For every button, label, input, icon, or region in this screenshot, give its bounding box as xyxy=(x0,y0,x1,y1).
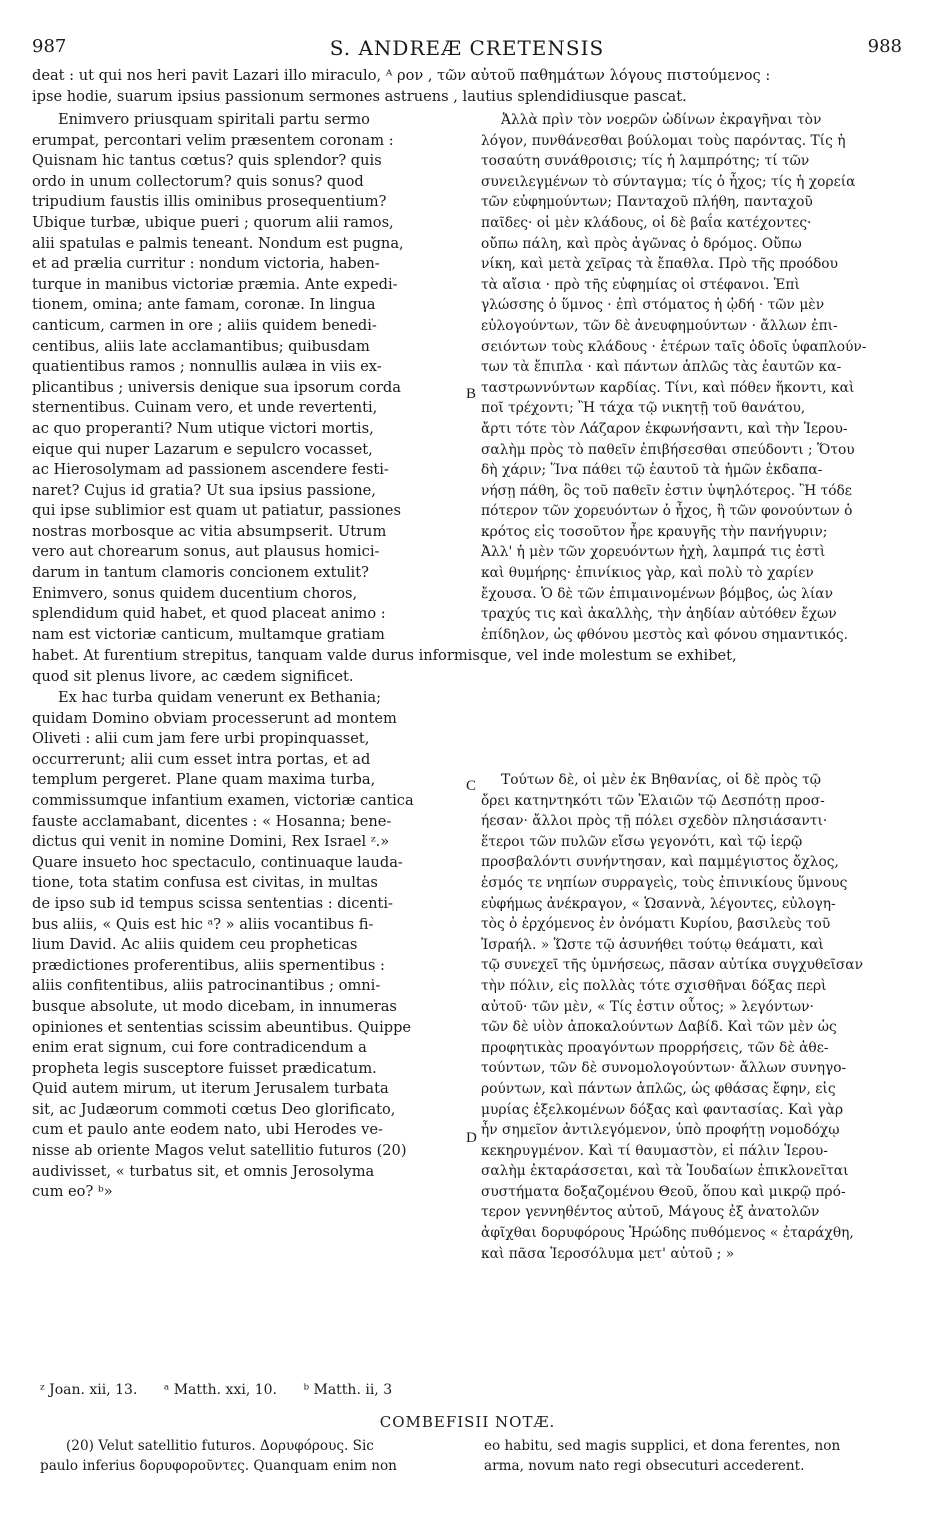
text-line: eo habitu, sed magis supplici, et dona ferentes, non xyxy=(484,1438,841,1454)
text-line: Ex hac turba quidam venerunt ex Bethania; xyxy=(58,689,381,706)
text-line: cum et paulo ante eodem nato, ubi Herodes ve- xyxy=(32,1121,383,1139)
text-line: τερον γεννηθέντος αὐτοῦ, Μάγους ἐξ ἀνατολῶν xyxy=(481,1204,820,1221)
notes-left-column xyxy=(40,1436,460,1476)
text-line: των τὰ ἔπιπλα · καὶ πάντων ἁπλῶς τὰς ἑαυτῶν κα- xyxy=(481,359,842,376)
text-line: Oliveti : alii cum jam fere urbi propinquasset, xyxy=(32,730,370,748)
latin-column-section2 xyxy=(32,688,464,1203)
text-line: τὰ αἴσια · πρὸ τῆς εὐφημίας οἱ στέφανοι. Ἐπὶ xyxy=(481,276,800,293)
text-line: τραχύς τις καὶ ἀκαλλὴς, τὴν ἀηδίαν αὐτόθεν ἔχων xyxy=(481,606,837,623)
text-line: συνειλεγμένων τὸ σύνταγμα; τίς ὁ ἦχος; τίς ἡ χορεία xyxy=(481,173,856,190)
text-line: sit, ac Judæorum commoti cœtus Deo glorificato, xyxy=(32,1100,396,1118)
text-line: arma, novum nato regi obsecuturi accederent. xyxy=(484,1458,805,1474)
text-line: κεκηρυγμένον. Καὶ τί θαυμαστὸν, εἰ πάλιν Ἱερου- xyxy=(481,1142,828,1159)
margin-marker-b: B xyxy=(466,386,477,402)
text-line: ordo in unum collectorum? quis sonus? quod xyxy=(32,172,364,190)
text-line: Quisnam hic tantus cœtus? quis splendor? quis xyxy=(32,152,382,170)
text-line: Ubique turbæ, ubique pueri ; quorum alii ramos, xyxy=(32,213,394,231)
text-line: vero aut chorearum sonus, aut plausus homici- xyxy=(32,543,380,561)
text-line: Enimvero priusquam spiritali partu sermo xyxy=(58,111,370,128)
text-line: occurrerunt; alii cum esset intra portas, et ad xyxy=(32,750,371,768)
margin-marker-c: C xyxy=(466,778,477,794)
text-line: fauste acclamabant, dicentes : « Hosanna; bene- xyxy=(32,812,392,830)
latin-column-section1 xyxy=(32,110,464,645)
text-line: prædictiones proferentibus, aliis spernentibus : xyxy=(32,956,385,974)
text-line: Quid autem mirum, ut iterum Jerusalem turbata xyxy=(32,1080,389,1098)
text-line: τοσαύτη συνάθροισις; τίς ἡ λαμπρότης; τί τῶν xyxy=(481,153,810,170)
text-line: (20) Velut satellitio futuros. Δορυφόρους. Sic xyxy=(66,1438,374,1454)
margin-marker-d: D xyxy=(466,1130,477,1146)
text-line: παῖδες· οἱ μὲν κλάδους, οἱ δὲ βαΐα κατέχοντες· xyxy=(481,214,812,231)
text-line: quidam Domino obviam processerunt ad montem xyxy=(32,709,397,727)
text-line: naret? Cujus id gratia? Ut sua ipsius passione, xyxy=(32,481,376,499)
text-line: opiniones et sententias scissim abeuntibus. Quippe xyxy=(32,1018,412,1036)
text-line: centibus, aliis late acclamantibus; quibusdam xyxy=(32,337,370,355)
text-line: Ἰσραήλ. » Ὥστε τῷ ἀσυνήθει τούτῳ θεάματι, καὶ xyxy=(481,936,824,953)
text-line: enim erat signum, cui fore contradicendum a xyxy=(32,1039,367,1057)
text-line: τῶν εὐφημούντων; Πανταχοῦ πλήθη, πανταχοῦ xyxy=(481,194,813,211)
text-line: splendidum quid habet, et quod placeat animo : xyxy=(32,605,386,623)
text-line: προφητικὰς προαγόντων προρρήσεις, τῶν δὲ ἀθε- xyxy=(481,1039,829,1056)
text-line: ρούντων, καὶ πάντων ἁπλῶς, ὡς φθάσας ἔφην, εἰς xyxy=(481,1080,836,1097)
text-line: εὐλογούντων, τῶν δὲ ἀνευφημούντων · ἄλλων ἐπι- xyxy=(481,317,838,334)
text-line: erumpat, percontari velim præsentem coronam : xyxy=(32,131,394,149)
footnote: ᵇ Matth. ii, 3 xyxy=(303,1382,393,1398)
footnote: ᵃ Matth. xxi, 10. xyxy=(163,1382,277,1398)
text-line: paulo inferius δορυφοροῦντες. Quanquam enim non xyxy=(40,1458,397,1474)
text-line: audivisset, « turbatus sit, et omnis Jerosolyma xyxy=(32,1162,375,1180)
text-line: προσβαλόντι συνήντησαν, καὶ παμμέγιστος ὄχλος, xyxy=(481,854,839,871)
text-line: plicantibus ; universis denique sua ipsorum corda xyxy=(32,378,401,396)
text-line: νήσῃ πάθη, ὃς τοῦ παθεῖν ἐστιν ὑψηλότερος. Ἢ τόδε xyxy=(481,482,852,499)
text-line: τὴν πόλιν, εἰς πολλὰς τότε σχισθῆναι δόξας περὶ xyxy=(481,977,827,994)
text-line: καὶ θυμήρης· ἐπινίκιος γὰρ, καὶ πολὺ τὸ χαρίεν xyxy=(481,565,814,582)
text-line: γλώσσης ὁ ὕμνος · ἐπὶ στόματος ἡ ᾠδή · τῶν μὲν xyxy=(481,297,825,314)
text-line: bus aliis, « Quis est hic ᵃ? » aliis vocantibus fi- xyxy=(32,915,374,933)
full-width-top xyxy=(32,66,904,107)
text-line: eique qui nuper Lazarum e sepulcro vocasset, xyxy=(32,440,373,458)
text-line: commissumque infantium examen, victoriæ cantica xyxy=(32,791,414,809)
text-line: νίκη, καὶ μετὰ χεῖρας τὰ ἔπαθλα. Πρὸ τῆς προόδου xyxy=(481,256,839,273)
text-line: ἐπίδηλον, ὡς φθόνου μεστὸς καὶ φόνου σημαντικός. xyxy=(481,626,848,643)
text-line: σαλὴμ πρὸς τὸ παθεῖν ἐπιβήσεσθαι σπεύδοντι ; Ὅτου xyxy=(481,441,855,458)
notes-right-column xyxy=(484,1436,904,1476)
text-line: ipse hodie, suarum ipsius passionum sermones astruens , lautius splendidiusque pascat. xyxy=(32,87,687,105)
text-line: ήεσαν· ἄλλοι πρὸς τῇ πόλει σχεδὸν πλησιάσαντι· xyxy=(481,813,828,830)
text-line: ac Hierosolymam ad passionem ascendere festi- xyxy=(32,461,389,479)
text-line: μυρίας ἐξελκομένων δόξας καὶ φαντασίας. Καὶ γὰρ xyxy=(481,1101,844,1118)
text-line: ac quo properanti? Num utique victori mortis, xyxy=(32,419,374,437)
text-line: ταστρωννύντων καρδίας. Τίνι, καὶ πόθεν ἥκοντι, καὶ xyxy=(481,379,855,396)
text-line: deat : ut qui nos heri pavit Lazari illo miraculo, ᴬ ρον , τῶν αὐτοῦ παθημάτων λόγους πιστούμενος : xyxy=(32,67,771,84)
text-line: quod sit plenus livore, ac cædem significet. xyxy=(32,667,354,685)
text-line: quatientibus ramos ; nonnullis aulæa in viis ex- xyxy=(32,358,382,376)
text-line: ἄρτι τότε τὸν Λάζαρον ἐκφωνήσαντι, καὶ τὴν Ἱερου- xyxy=(481,420,848,437)
text-line: τὸς ὁ ἐρχόμενος ἐν ὀνόματι Κυρίου, βασιλεὺς τοῦ xyxy=(481,916,831,933)
text-line: habet. At furentium strepitus, tanquam valde durus informisque, vel inde molestum se exhibet, xyxy=(32,647,737,664)
text-line: σαλὴμ ἐκταράσσεται, καὶ τὰ Ἰουδαίων ἐπικλονεῖται xyxy=(481,1163,849,1180)
text-line: ἦν σημεῖον ἀντιλεγόμενον, ὑπὸ προφήτῃ νομοδόχῳ xyxy=(481,1122,840,1139)
notes-title: COMBEFISII NOTÆ. xyxy=(379,1413,556,1431)
text-line: ἑσμός τε νηπίων συρραγεὶς, τοὺς ἐπινικίους ὕμνους xyxy=(481,874,848,891)
text-line: οὔπω πάλη, καὶ πρὸς ἀγῶνας ὁ δρόμος. Οὔπω xyxy=(481,235,802,252)
text-line: nisse ab oriente Magos velut satellitio futuros (20) xyxy=(32,1142,407,1160)
text-line: dictus qui venit in nomine Domini, Rex Israel ᶻ.» xyxy=(32,833,390,851)
text-line: ὄρει κατηντηκότι τῶν Ἐλαιῶν τῷ Δεσπότῃ προσ- xyxy=(481,792,825,809)
text-line: nam est victoriæ canticum, multamque gratiam xyxy=(32,625,385,643)
text-line: ἔχουσα. Ὁ δὲ τῶν ἐπιμαινομένων βόμβος, ὡς λίαν xyxy=(481,585,834,602)
text-line: Ἀλλ' ἡ μὲν τῶν χορευόντων ἠχὴ, λαμπρά τις ἐστὶ xyxy=(481,544,826,561)
text-line: ἀφῖχθαι δορυφόρους Ἡρώδης πυθόμενος « ἐταράχθη, xyxy=(481,1225,854,1242)
text-line: cum eo? ᵇ» xyxy=(32,1183,113,1201)
text-line: αὐτοῦ· τῶν μὲν, « Τίς ἐστιν οὗτος; » λεγόντων· xyxy=(481,998,814,1015)
text-line: δὴ χάριν; Ἵνα πάθει τῷ ἑαυτοῦ τὰ ἡμῶν ἐκδαπα- xyxy=(481,462,823,479)
text-line: turque in manibus victoriæ præmia. Ante expedi- xyxy=(32,275,398,293)
text-line: sternentibus. Cuinam vero, et unde revertenti, xyxy=(32,399,378,417)
running-title: S. ANDREÆ CRETENSIS xyxy=(329,36,605,60)
text-line: σειόντων τοὺς κλάδους · ἑτέρων ταῖς ὁδοῖς ὑφαπλούν- xyxy=(481,338,867,355)
text-line: λόγον, πυνθάνεσθαι βούλομαι τοὺς παρόντας. Τίς ἡ xyxy=(481,132,846,149)
text-line: aliis confitentibus, aliis patrocinantibus ; omni- xyxy=(32,977,381,995)
text-line: Τούτων δὲ, οἱ μὲν ἐκ Βηθανίας, οἱ δὲ πρὸς τῷ xyxy=(501,772,822,788)
footnotes xyxy=(40,1382,414,1398)
text-line: συστήματα δοξαζομένου Θεοῦ, ὅπου καὶ μικρῷ πρό- xyxy=(481,1183,846,1200)
full-width-mid xyxy=(32,646,904,687)
text-line: Enimvero, sonus quidem ducentium choros, xyxy=(32,584,358,602)
text-line: τῶν δὲ υἱὸν ἀποκαλούντων Δαβίδ. Καὶ τῶν μὲν ὡς xyxy=(481,1019,837,1036)
text-line: εὐφήμως ἀνέκραγον, « Ὡσαννὰ, λέγοντες, εὐλογη- xyxy=(481,895,836,912)
greek-column-section2 xyxy=(481,770,905,1264)
text-line: πότερον τῶν χορευόντων ὁ ἦχος, ἢ τῶν φονούντων ὁ xyxy=(481,503,853,520)
text-line: τῷ συνεχεῖ τῆς ὑμνήσεως, πᾶσαν αὐτίκα συγχυθεῖσαν xyxy=(481,957,863,974)
footnote: ᶻ Joan. xii, 13. xyxy=(40,1382,138,1398)
text-line: lium David. Ac aliis quidem ceu propheticas xyxy=(32,936,358,954)
text-line: propheta legis susceptore fuisset prædicatum. xyxy=(32,1059,377,1077)
running-header xyxy=(32,36,902,64)
text-line: Ἀλλὰ πρὶν τὸν νοερῶν ὠδίνων ἐκραγῆναι τὸν xyxy=(501,112,822,128)
text-line: de ipso sub id tempus scissa sententias : dicenti- xyxy=(32,894,393,912)
text-line: darum in tantum clamoris concionem extulit? xyxy=(32,564,369,582)
text-line: busque absolute, ut modo dicebam, in innumeras xyxy=(32,997,397,1015)
text-line: Quare insueto hoc spectaculo, continuaque lauda- xyxy=(32,853,403,871)
page-number-right: 988 xyxy=(867,36,902,57)
text-line: alii spatulas e palmis teneant. Nondum est pugna, xyxy=(32,234,404,252)
text-line: κρότος εἰς τοσοῦτον ἦρε κραυγῆς τὴν πανήγυριν; xyxy=(481,523,828,540)
text-line: tione, tota statim confusa est civitas, in multas xyxy=(32,874,378,892)
text-line: τούντων, τῶν δὲ συνομολογούντων· ἄλλων συνηγο- xyxy=(481,1060,847,1077)
text-line: καὶ πᾶσα Ἱεροσόλυμα μετ' αὐτοῦ ; » xyxy=(481,1245,735,1262)
page-number-left: 987 xyxy=(32,36,67,57)
greek-column-section1 xyxy=(481,110,905,645)
text-line: tripudium faustis illis ominibus prosequentium? xyxy=(32,193,387,211)
text-line: nostras morbosque ac vitia absumpserit. Utrum xyxy=(32,522,387,540)
text-line: tionem, omina; ante famam, coronæ. In lingua xyxy=(32,296,376,314)
text-line: canticum, carmen in ore ; aliis quidem benedi- xyxy=(32,316,377,334)
text-line: et ad prælia curritur : nondum victoria, haben- xyxy=(32,255,380,273)
text-line: ποῖ τρέχοντι; Ἢ τάχα τῷ νικητῇ τοῦ θανάτου, xyxy=(481,400,806,417)
text-line: templum pergeret. Plane quam maxima turba, xyxy=(32,771,376,789)
text-line: qui ipse sublimior est quam ut patiatur, passiones xyxy=(32,502,401,520)
text-line: ἕτεροι τῶν πυλῶν εἴσω γεγονότι, καὶ τῷ ἱερῷ xyxy=(481,833,803,850)
